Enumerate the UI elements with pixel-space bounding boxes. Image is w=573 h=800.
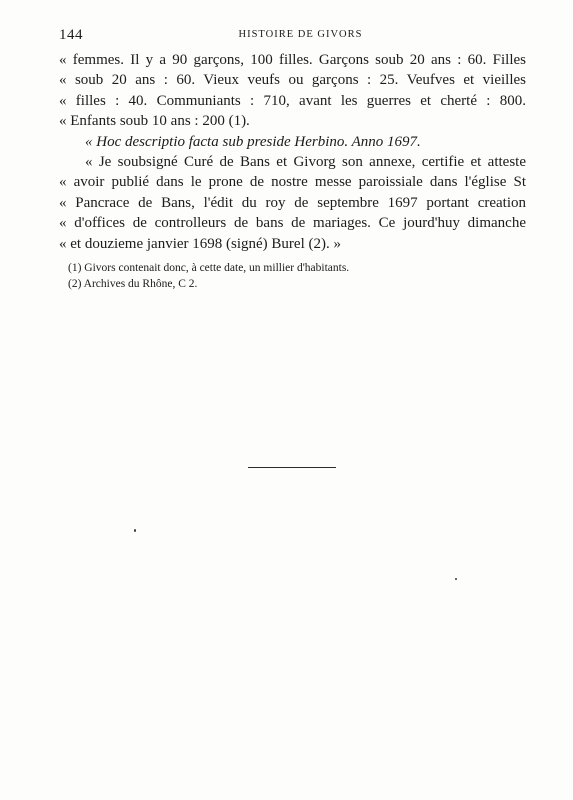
body-text bbox=[59, 50, 526, 254]
latin-quote-line bbox=[59, 132, 526, 152]
body-line: « d'offices de controlleurs de bans de mariages. Ce jourd'huy dimanche bbox=[59, 215, 526, 232]
latin-quote-text: « Hoc descriptio facta sub preside Herbino. Anno 1697. bbox=[85, 133, 421, 150]
body-line: « soub 20 ans : 60. Vieux veufs ou garçons : 25. Veufves et vieilles bbox=[59, 72, 526, 89]
body-line: « avoir publié dans le prone de nostre messe paroissiale dans l'église St bbox=[59, 174, 526, 191]
body-line: « Pancrace de Bans, l'édit du roy de septembre 1697 portant creation bbox=[59, 194, 526, 211]
paper-speck bbox=[455, 578, 457, 580]
running-head: HISTOIRE DE GIVORS bbox=[238, 29, 363, 40]
body-line: « Enfants soub 10 ans : 200 (1). bbox=[59, 113, 250, 130]
body-line: « Je soubsigné Curé de Bans et Givorg son annexe, certifie et atteste bbox=[85, 153, 526, 170]
footnote-1: (1) Givors contenait donc, à cette date, un millier d'habitants. bbox=[68, 262, 350, 274]
page-number: 144 bbox=[59, 27, 83, 43]
body-line: « filles : 40. Communiants : 710, avant les guerres et cherté : 800. bbox=[59, 92, 526, 109]
body-line: « et douzieme janvier 1698 (signé) Burel (2). » bbox=[59, 235, 341, 252]
body-line: « femmes. Il y a 90 garçons, 100 filles. Garçons soub 20 ans : 60. Filles bbox=[59, 52, 526, 68]
paper-speck bbox=[134, 529, 136, 532]
section-end-rule bbox=[248, 467, 336, 468]
footnotes bbox=[68, 260, 508, 292]
footnote-2: (2) Archives du Rhône, C 2. bbox=[68, 278, 198, 290]
